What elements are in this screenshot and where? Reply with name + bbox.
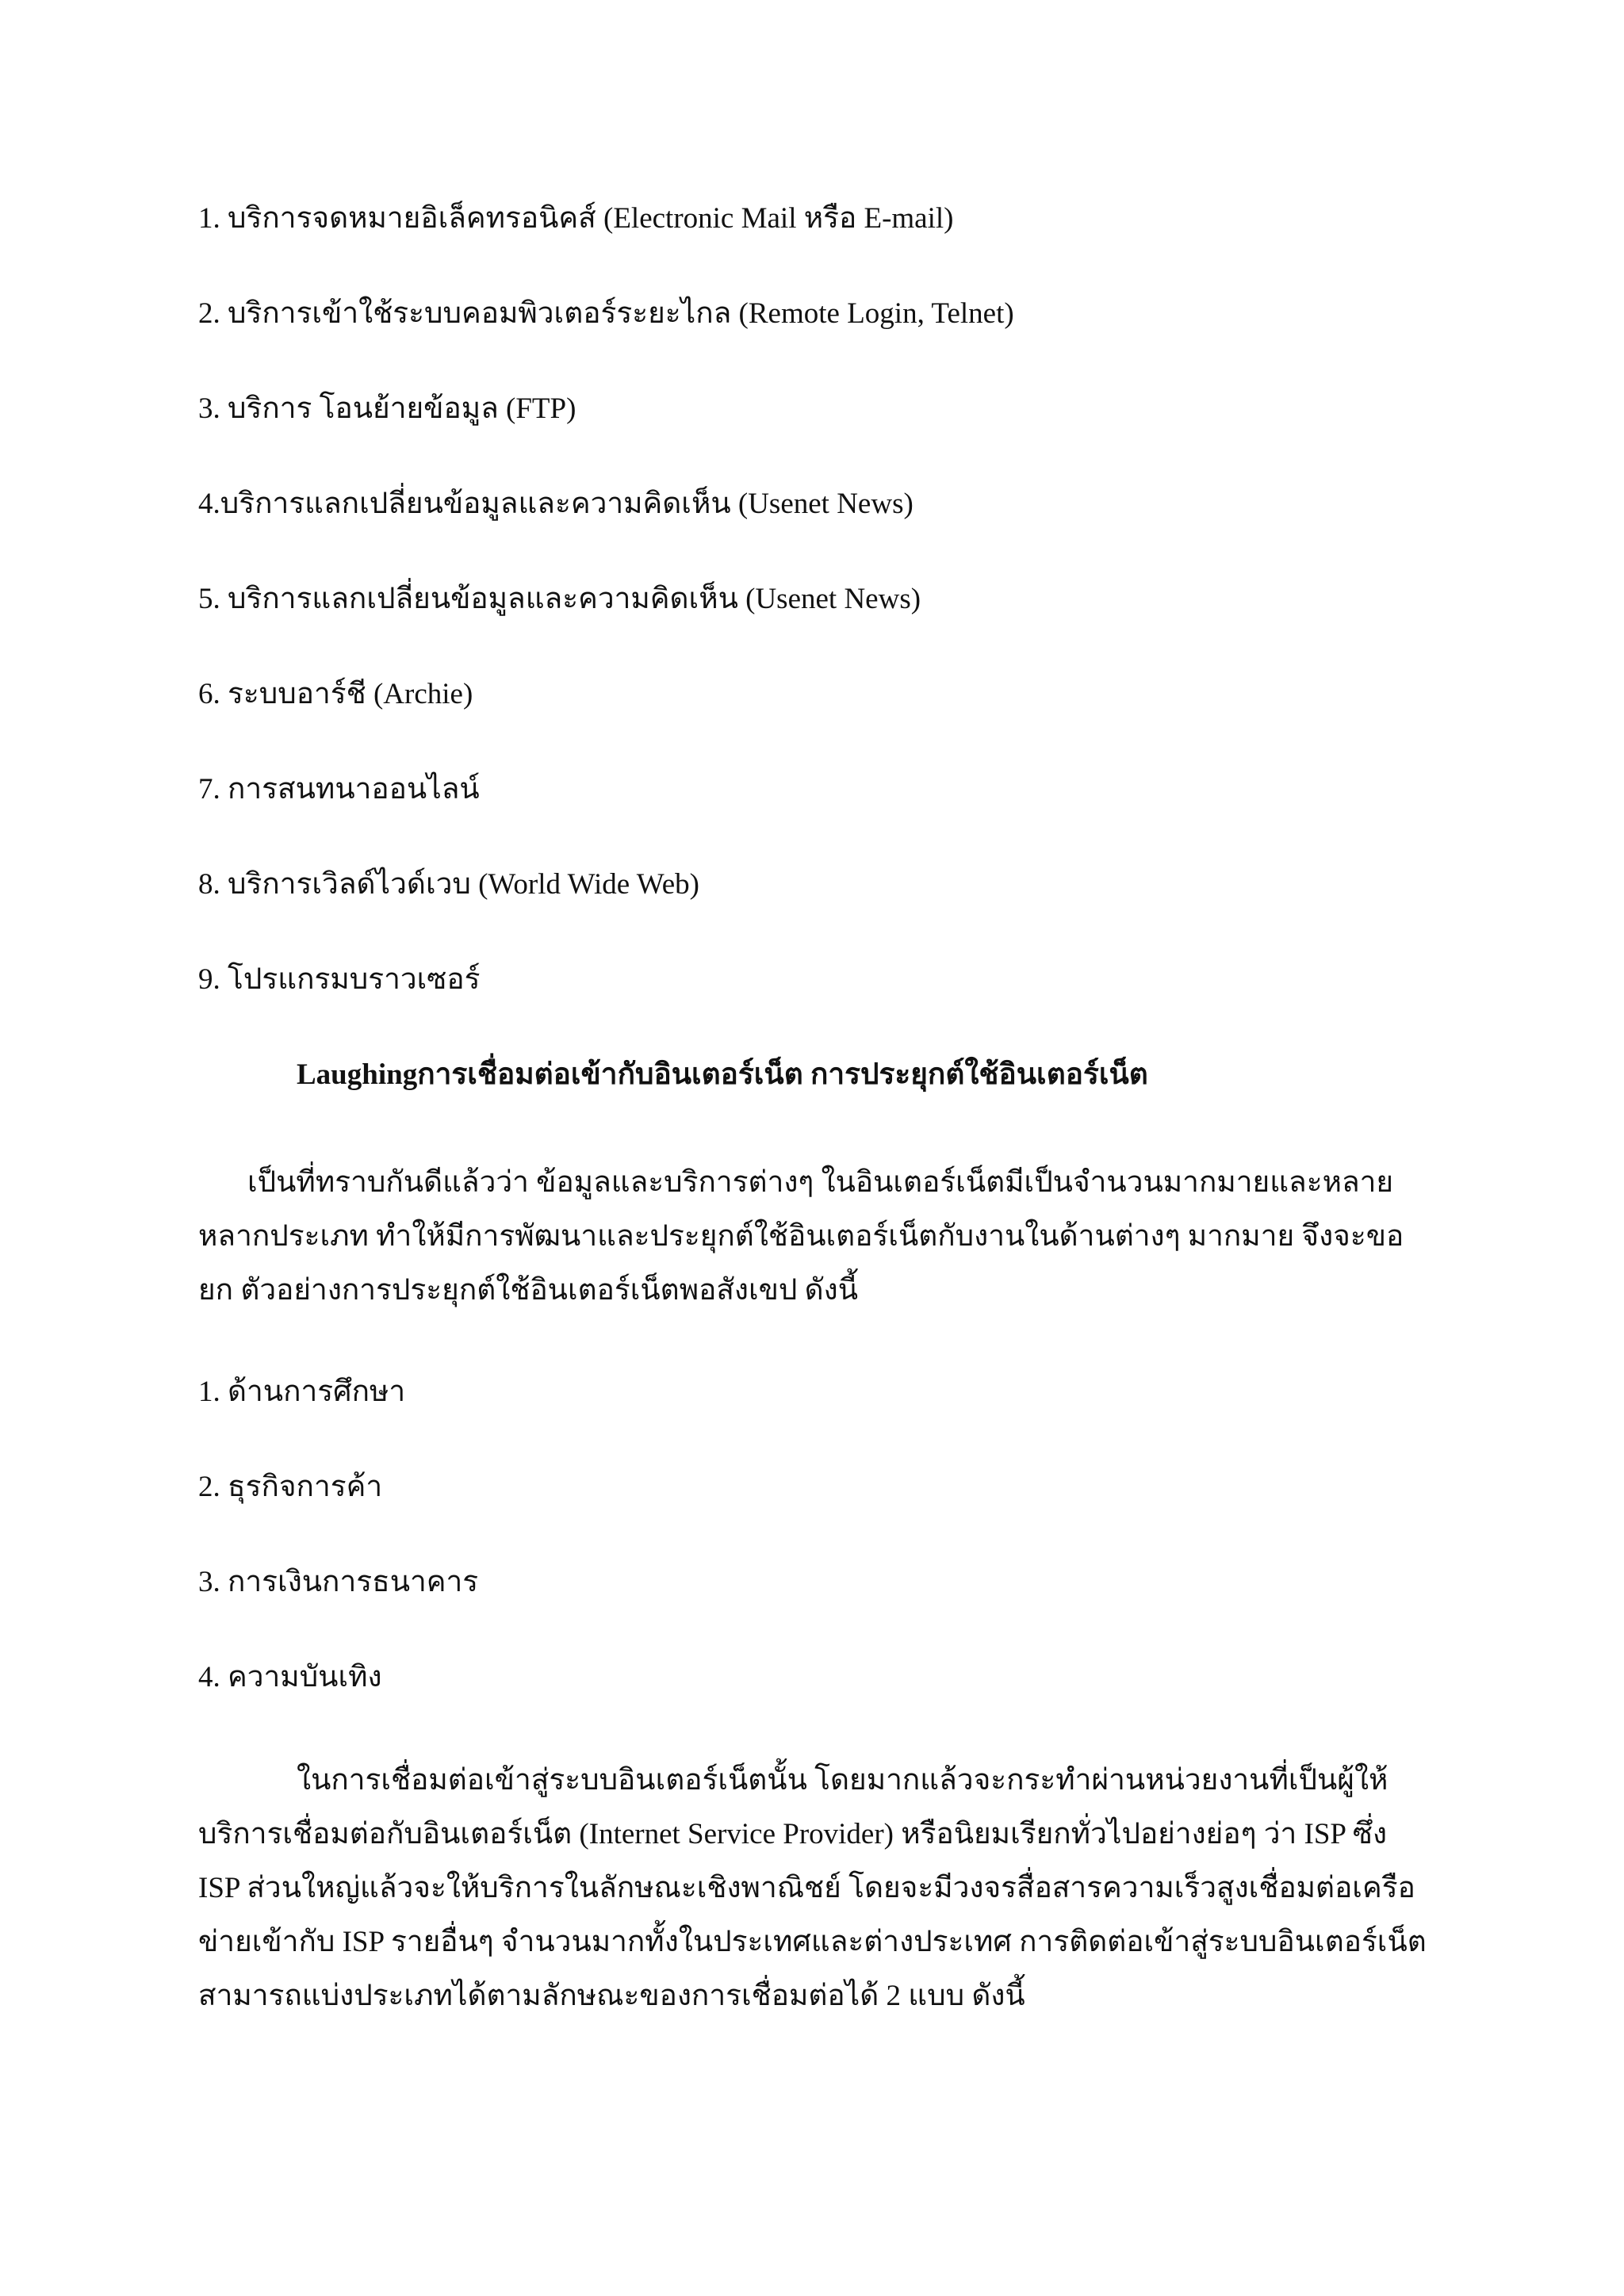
application-item-2: 2. ธุรกิจการค้า (198, 1471, 383, 1503)
application-item-1: 1. ด้านการศึกษา (198, 1376, 406, 1408)
service-item-4: 4.บริการแลกเปลี่ยนข้อมูลและความคิดเห็น (Usenet News) (198, 488, 914, 520)
document-body (198, 200, 1435, 2079)
service-item-8: 8. บริการเวิลด์ไวด์เวบ (World Wide Web) (198, 868, 699, 901)
service-item-5: 5. บริการแลกเปลี่ยนข้อมูลและความคิดเห็น (Usenet News) (198, 583, 921, 615)
section-heading: Laughingการเชื่อมต่อเข้ากับอินเตอร์เน็ต การประยุกต์ใช้อินเตอร์เน็ต (297, 1058, 1148, 1091)
service-item-1: 1. บริการจดหมายอิเล็คทรอนิคส์ (Electronic Mail หรือ E-mail) (198, 202, 954, 235)
service-item-7: 7. การสนทนาออนไลน์ (198, 773, 480, 806)
intro-paragraph: เป็นที่ทราบกันดีแล้วว่า ข้อมูลและบริการต่างๆ ในอินเตอร์เน็ตมีเป็นจำนวนมากมายและหลายหลากประเภท ทำให้มีการพัฒนาและประยุกต์ใช้อินเตอร์เน็ตกับงานในด้านต่างๆ มากมาย จึงจะขอยก ตัวอย่างการประยุกต์ใช้อินเตอร์เน็ตพอสังเขป ดังนี้ (198, 1166, 1404, 1307)
service-item-3: 3. บริการ โอนย้ายข้อมูล (FTP) (198, 392, 576, 425)
application-item-4: 4. ความบันเทิง (198, 1661, 382, 1693)
service-item-2: 2. บริการเข้าใช้ระบบคอมพิวเตอร์ระยะไกล (Remote Login, Telnet) (198, 297, 1014, 330)
service-item-9: 9. โปรแกรมบราวเซอร์ (198, 963, 481, 996)
service-item-6: 6. ระบบอาร์ชี (Archie) (198, 678, 473, 710)
connection-paragraph: ในการเชื่อมต่อเข้าสู่ระบบอินเตอร์เน็ตนั้น โดยมากแล้วจะกระทำผ่านหน่วยงานที่เป็นผู้ให้บริการเชื่อมต่อกับอินเตอร์เน็ต (Internet Service Provider) หรือนิยมเรียกทั่วไปอย่างย่อๆ ว่า ISP ซึ่ง ISP ส่วนใหญ่แล้วจะให้บริการในลักษณะเชิงพาณิชย์ โดยจะมีวงจรสื่อสารความเร็วสูงเชื่อมต่อเครือข่ายเข้ากับ ISP รายอื่นๆ จำนวนมากทั้งในประเทศและต่างประเทศ การติดต่อเข้าสู่ระบบอินเตอร์เน็ต สามารถแบ่งประเภทได้ตามลักษณะของการเชื่อมต่อได้ 2 แบบ ดังนี้ (198, 1764, 1427, 2012)
application-item-3: 3. การเงินการธนาคาร (198, 1566, 479, 1598)
